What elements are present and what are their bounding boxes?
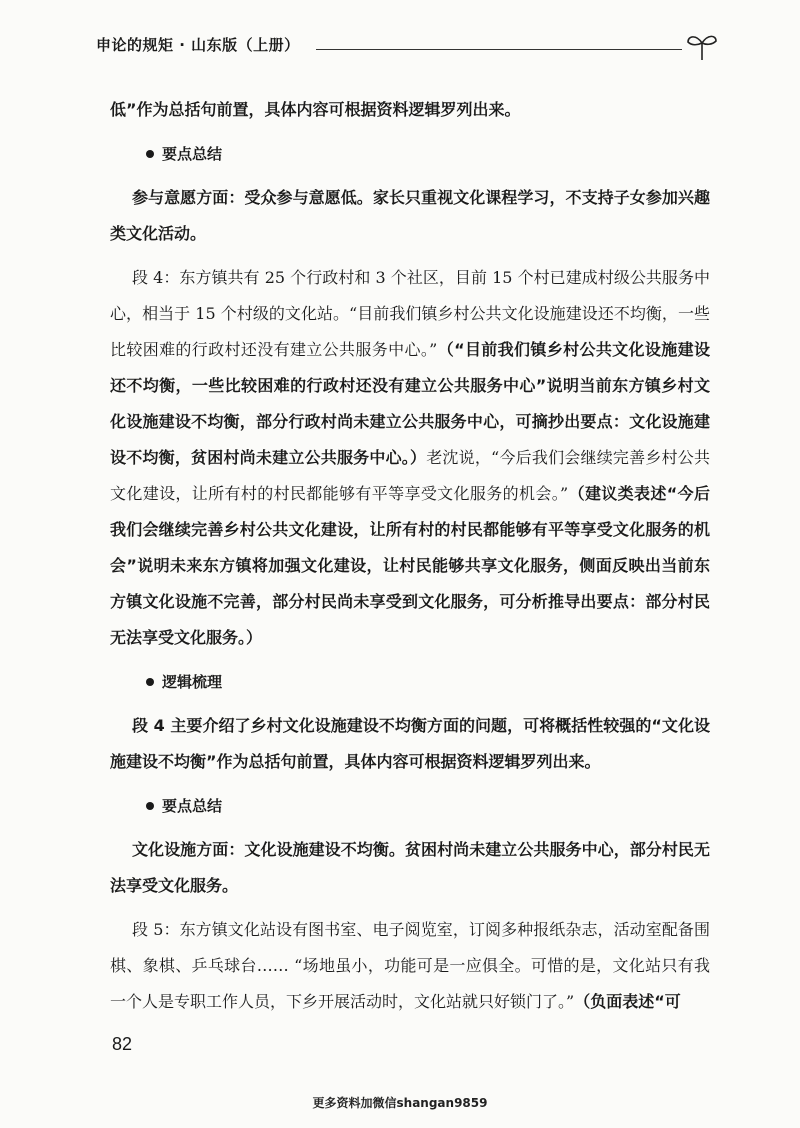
- summary-paragraph: 参与意愿方面：受众参与意愿低。家长只重视文化课程学习，不支持子女参加兴趣类文化活动。: [110, 188, 710, 243]
- summary-paragraph: 文化设施方面：文化设施建设不均衡。贫困村尚未建立公共服务中心，部分村民无法享受文化服务。: [110, 840, 710, 895]
- running-header: [96, 30, 726, 64]
- continuation-line: 低”作为总括句前置，具体内容可根据资料逻辑罗列出来。: [110, 100, 521, 119]
- bullet-icon: [146, 150, 154, 158]
- section-heading: 要点总结: [110, 136, 710, 172]
- sprout-icon: [682, 30, 722, 62]
- bullet-icon: [146, 678, 154, 686]
- section-heading: 逻辑梳理: [110, 664, 710, 700]
- paragraph-5: 段 5：东方镇文化站设有图书室、电子阅览室，订阅多种报纸杂志，活动室配备围棋、象棋、乒乓球台…… “场地虽小，功能可是一应俱全。可惜的是，文化站只有我一个人是专职工作人员，下乡开展活动时，文化站就只好锁门了。”（负面表述“可: [110, 920, 710, 1011]
- header-rule: [316, 49, 682, 50]
- watermark-text: 更多资料加微信shangan9859: [312, 1096, 488, 1110]
- page-number: 82: [112, 1034, 133, 1054]
- bullet-icon: [146, 802, 154, 810]
- paragraph-4: 段 4：东方镇共有 25 个行政村和 3 个社区，目前 15 个村已建成村级公共服务中心，相当于 15 个村级的文化站。“目前我们镇乡村公共文化设施建设还不均衡，一些比较困难的行政村还没有建立公共服务中心。”（“目前我们镇乡村公共文化设施建设还不均衡，一些比较困难的行政村还没有建立公共服务中心”说明当前东方镇乡村文化设施建设不均衡，部分行政村尚未建立公共服务中心，可摘抄出要点：文化设施建设不均衡，贫困村尚未建立公共服务中心。）老沈说，“今后我们会继续完善乡村公共文化建设，让所有村的村民都能够有平等享受文化服务的机会。”（建议类表述“今后我们会继续完善乡村公共文化建设，让所有村的村民都能够有平等享受文化服务的机会”说明未来东方镇将加强文化建设，让村民能够共享文化服务，侧面反映出当前东方镇文化设施不完善，部分村民尚未享受到文化服务，可分析推导出要点：部分村民无法享受文化服务。）: [110, 268, 710, 647]
- section-heading: 要点总结: [110, 788, 710, 824]
- book-title: 申论的规矩 · 山东版（上册）: [96, 36, 300, 54]
- logic-paragraph: 段 4 主要介绍了乡村文化设施建设不均衡方面的问题，可将概括性较强的“文化设施建设不均衡”作为总括句前置，具体内容可根据资料逻辑罗列出来。: [110, 716, 710, 771]
- page-body: [110, 92, 710, 1020]
